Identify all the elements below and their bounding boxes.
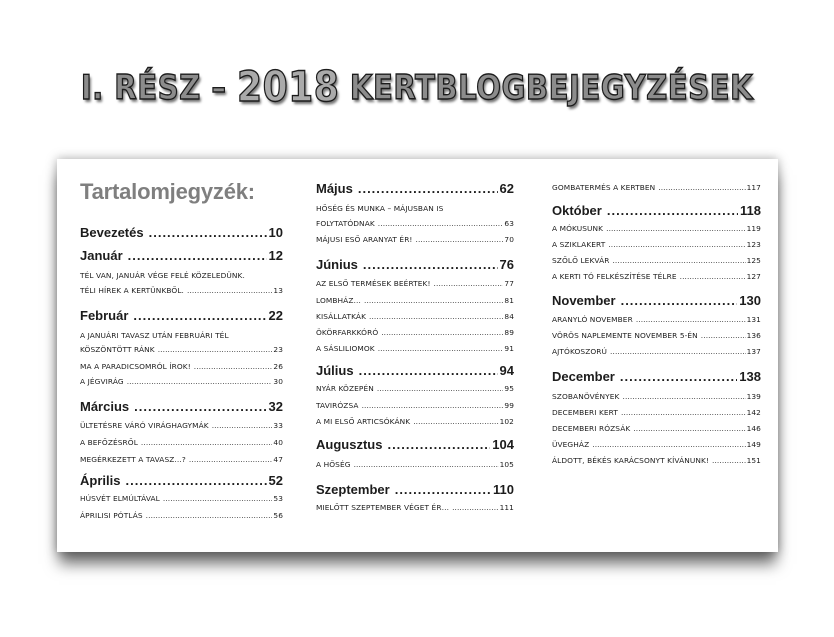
toc-entry[interactable] — [316, 344, 514, 353]
month-label: Január — [80, 248, 123, 263]
toc-entry[interactable] — [316, 503, 514, 512]
toc-entry[interactable] — [552, 392, 761, 401]
toc-entry[interactable] — [552, 440, 761, 449]
entry-label: NYÁR KÖZEPÉN — [316, 384, 374, 393]
entry-label: LOMBHÁZ… — [316, 296, 361, 305]
leader-dots — [128, 248, 267, 263]
page-title — [58, 62, 775, 111]
toc-month-december[interactable] — [552, 369, 761, 384]
toc-entry-line: A JANUÁRI TAVASZ UTÁN FEBRUÁRI TÉL — [80, 331, 229, 340]
page-number: 62 — [499, 181, 514, 196]
entry-label: A KERTI TÓ FELKÉSZÍTÉSE TÉLRE — [552, 272, 677, 281]
toc-entry[interactable] — [80, 377, 283, 386]
toc-month-januar[interactable] — [80, 248, 283, 263]
page-number: 10 — [268, 225, 283, 240]
page-number: 137 — [746, 347, 761, 356]
month-label: Július — [316, 363, 354, 378]
title-year: 2018 — [237, 62, 340, 111]
page-number: 33 — [273, 421, 283, 430]
toc-entry[interactable] — [552, 224, 761, 233]
toc-entry[interactable] — [316, 384, 514, 393]
toc-entry[interactable] — [80, 511, 283, 520]
entry-label: ARANYLÓ NOVEMBER — [552, 315, 633, 324]
leader-dots — [452, 503, 499, 512]
leader-dots — [149, 225, 267, 240]
leader-dots — [362, 401, 504, 410]
leader-dots — [212, 421, 273, 430]
leader-dots — [701, 331, 746, 340]
toc-month-bevezetes[interactable] — [80, 225, 283, 240]
page-number: 111 — [499, 503, 514, 512]
leader-dots — [377, 384, 504, 393]
leader-dots — [434, 279, 504, 288]
entry-label: A HŐSÉG — [316, 460, 351, 469]
leader-dots — [680, 272, 746, 281]
entry-label: MA A PARADICSOMRÓL ÍROK! — [80, 362, 191, 371]
toc-month-junius[interactable] — [316, 257, 514, 272]
leader-dots — [189, 455, 272, 464]
entry-label: AJTÓKOSZORÚ — [552, 347, 608, 356]
leader-dots — [620, 369, 737, 384]
title-suffix: KERTBLOGBEJEGYZÉSEK — [349, 68, 754, 108]
month-label: Bevezetés — [80, 225, 144, 240]
page-number: 53 — [273, 494, 283, 503]
page-number: 117 — [746, 183, 761, 192]
page-number: 149 — [746, 440, 761, 449]
page-number: 47 — [273, 455, 283, 464]
leader-dots — [416, 235, 504, 244]
toc-entry[interactable] — [316, 417, 514, 426]
page-number: 63 — [504, 219, 514, 228]
leader-dots — [127, 377, 273, 386]
leader-dots — [658, 183, 745, 192]
month-label: Április — [80, 473, 121, 488]
entry-label: SZOBANÖVÉNYEK — [552, 392, 620, 401]
entry-label: ÖKÖRFARKKÓRÓ — [316, 328, 379, 337]
toc-heading: Tartalomjegyzék: — [80, 179, 255, 204]
toc-entry[interactable] — [316, 296, 514, 305]
page-number: 142 — [746, 408, 761, 417]
month-label: November — [552, 293, 616, 308]
leader-dots — [163, 494, 272, 503]
toc-month-szeptember[interactable] — [316, 482, 514, 497]
toc-entry[interactable] — [80, 494, 283, 503]
page-number: 13 — [273, 286, 283, 295]
leader-dots — [369, 312, 503, 321]
page-number: 52 — [268, 473, 283, 488]
leader-dots — [608, 240, 745, 249]
toc-entry[interactable] — [80, 455, 283, 464]
toc-month-aprilis[interactable] — [80, 473, 283, 488]
page-number: 130 — [739, 293, 761, 308]
month-label: Február — [80, 308, 129, 323]
page-number: 30 — [273, 377, 283, 386]
entry-label: A SZIKLAKERT — [552, 240, 606, 249]
page-number: 84 — [504, 312, 514, 321]
toc-entry[interactable] — [316, 401, 514, 410]
leader-dots — [133, 308, 266, 323]
page-number: 70 — [504, 235, 514, 244]
leader-dots — [623, 392, 746, 401]
toc-entry[interactable] — [316, 328, 514, 337]
page-number: 76 — [499, 257, 514, 272]
leader-dots — [359, 363, 498, 378]
toc-month-november[interactable] — [552, 293, 761, 308]
page-number: 81 — [504, 296, 514, 305]
leader-dots — [134, 399, 266, 414]
page-number: 119 — [746, 224, 761, 233]
leader-dots — [592, 440, 745, 449]
leader-dots — [621, 293, 738, 308]
page-number: 110 — [493, 482, 514, 497]
entry-label: A MÓKUSUNK — [552, 224, 604, 233]
month-label: Október — [552, 203, 602, 218]
leader-dots — [378, 344, 504, 353]
entry-label: MÁJUSI ESŐ ARANYAT ÉR! — [316, 235, 413, 244]
leader-dots — [395, 482, 491, 497]
leader-dots — [712, 456, 746, 465]
entry-label: A SÁSLILIOMOK — [316, 344, 375, 353]
toc-entry[interactable] — [80, 362, 283, 371]
leader-dots — [633, 424, 745, 433]
entry-label: KÖSZÖNTÖTT RÁNK — [80, 345, 155, 354]
toc-entry[interactable] — [552, 183, 761, 192]
toc-entry[interactable] — [316, 235, 514, 244]
month-label: December — [552, 369, 615, 384]
leader-dots — [378, 219, 504, 228]
page-number: 139 — [746, 392, 761, 401]
entry-label: TAVIRÓZSA — [316, 401, 359, 410]
toc-entry[interactable] — [552, 408, 761, 417]
toc-month-marcius[interactable] — [80, 399, 283, 414]
page-number: 99 — [504, 401, 514, 410]
leader-dots — [194, 362, 273, 371]
toc-entry[interactable] — [552, 347, 761, 356]
leader-dots — [636, 315, 746, 324]
entry-label: A MI ELSŐ ARTICSÓKÁNK — [316, 417, 411, 426]
toc-entry[interactable] — [316, 460, 514, 469]
page-number: 22 — [268, 308, 283, 323]
leader-dots — [358, 181, 498, 196]
leader-dots — [363, 257, 498, 272]
page-number: 104 — [492, 437, 514, 452]
entry-label: KISÁLLATKÁK — [316, 312, 367, 321]
toc-entry[interactable] — [80, 345, 283, 354]
entry-label: ÜVEGHÁZ — [552, 440, 590, 449]
toc-entry[interactable] — [80, 421, 283, 430]
toc-month-oktober[interactable] — [552, 203, 761, 218]
page-number: 146 — [746, 424, 761, 433]
entry-label: ÁPRILISI PÓTLÁS — [80, 511, 143, 520]
toc-entry[interactable] — [552, 315, 761, 324]
month-label: Március — [80, 399, 130, 414]
toc-entry[interactable] — [316, 219, 514, 228]
page-number: 131 — [746, 315, 761, 324]
page-number: 95 — [504, 384, 514, 393]
toc-month-julius[interactable] — [316, 363, 514, 378]
page-number: 40 — [273, 438, 283, 447]
entry-label: MIELŐTT SZEPTEMBER VÉGET ÉR… — [316, 503, 450, 512]
toc-month-februar[interactable] — [80, 308, 283, 323]
entry-label: GOMBATERMÉS A KERTBEN — [552, 183, 656, 192]
entry-label: A BEFŐZÉSRŐL — [80, 438, 138, 447]
title-prefix: I. RÉSZ – — [80, 68, 227, 108]
toc-month-augusztus[interactable] — [316, 437, 514, 452]
entry-label: DECEMBERI RÓZSÁK — [552, 424, 631, 433]
entry-label: TÉLI HÍREK A KERTÜNKBŐL. — [80, 286, 185, 295]
toc-entry-line: TÉL VAN, JANUÁR VÉGE FELÉ KÖZELEDÜNK. — [80, 271, 245, 280]
entry-label: MEGÉRKEZETT A TAVASZ…? — [80, 455, 186, 464]
leader-dots — [413, 417, 498, 426]
leader-dots — [612, 256, 745, 265]
page-number: 105 — [499, 460, 514, 469]
page-number: 118 — [740, 203, 761, 218]
month-label: Szeptember — [316, 482, 390, 497]
leader-dots — [141, 438, 272, 447]
leader-dots — [381, 328, 503, 337]
entry-label: ÜLTETÉSRE VÁRÓ VIRÁGHAGYMÁK — [80, 421, 209, 430]
leader-dots — [187, 286, 272, 295]
leader-dots — [146, 511, 273, 520]
toc-entry[interactable] — [80, 438, 283, 447]
page-number: 32 — [268, 399, 283, 414]
month-label: Június — [316, 257, 358, 272]
entry-label: HÚSVÉT ELMÚLTÁVAL — [80, 494, 160, 503]
page-number: 151 — [746, 456, 761, 465]
entry-label: A JÉGVIRÁG — [80, 377, 124, 386]
page-number: 125 — [746, 256, 761, 265]
leader-dots — [387, 437, 490, 452]
entry-label: AZ ELSŐ TERMÉSEK BEÉRTEK! — [316, 279, 431, 288]
toc-entry[interactable] — [552, 240, 761, 249]
month-label: Augusztus — [316, 437, 383, 452]
page-number: 26 — [273, 362, 283, 371]
leader-dots — [364, 296, 503, 305]
page-number: 94 — [499, 363, 514, 378]
page-number: 138 — [739, 369, 761, 384]
leader-dots — [606, 224, 745, 233]
page-number: 127 — [746, 272, 761, 281]
leader-dots — [125, 473, 266, 488]
toc-entry[interactable] — [316, 312, 514, 321]
toc-entry[interactable] — [552, 456, 761, 465]
page-number: 102 — [499, 417, 514, 426]
entry-label: FOLYTATÓDNAK — [316, 219, 375, 228]
toc-entry[interactable] — [552, 424, 761, 433]
entry-label: SZŐLŐ LEKVÁR — [552, 256, 610, 265]
entry-label: VÖRÖS NAPLEMENTE NOVEMBER 5-ÉN — [552, 331, 698, 340]
page-number: 23 — [273, 345, 283, 354]
leader-dots — [607, 203, 738, 218]
page-number: 56 — [273, 511, 283, 520]
leader-dots — [610, 347, 746, 356]
leader-dots — [621, 408, 746, 417]
page-number: 77 — [504, 279, 514, 288]
entry-label: DECEMBERI KERT — [552, 408, 618, 417]
page-number: 123 — [746, 240, 761, 249]
page-number: 12 — [268, 248, 283, 263]
toc-month-majus[interactable] — [316, 181, 514, 196]
toc-entry-line: HŐSÉG ÉS MUNKA – MÁJUSBAN IS — [316, 204, 444, 213]
month-label: Május — [316, 181, 353, 196]
toc-entry[interactable] — [552, 272, 761, 281]
toc-entry[interactable] — [552, 256, 761, 265]
toc-entry[interactable] — [552, 331, 761, 340]
toc-entry[interactable] — [80, 286, 283, 295]
toc-card — [57, 159, 778, 552]
leader-dots — [354, 460, 499, 469]
page-number: 89 — [504, 328, 514, 337]
leader-dots — [158, 345, 273, 354]
page-number: 91 — [504, 344, 514, 353]
page-number: 136 — [746, 331, 761, 340]
toc-entry[interactable] — [316, 279, 514, 288]
entry-label: ÁLDOTT, BÉKÉS KARÁCSONYT KÍVÁNUNK! — [552, 456, 710, 465]
